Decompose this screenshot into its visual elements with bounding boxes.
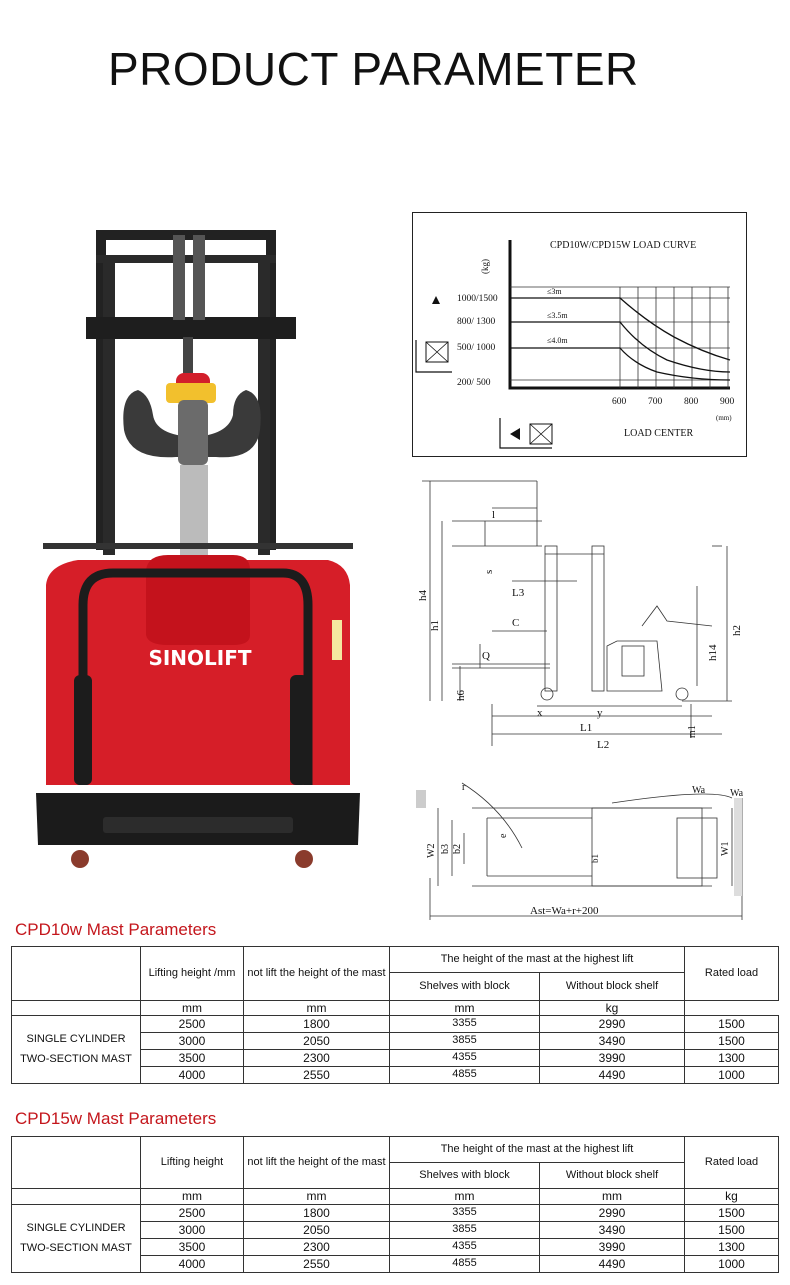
table-cell: 2050 bbox=[244, 1033, 390, 1050]
table-cell: 3000 bbox=[141, 1222, 244, 1239]
mast-type-line-2: TWO-SECTION MAST bbox=[20, 1052, 132, 1065]
dim-s: s bbox=[483, 569, 495, 574]
side-view-diagram bbox=[412, 476, 747, 766]
unit-blank bbox=[12, 1189, 141, 1205]
table-cell: 3000 bbox=[141, 1033, 244, 1050]
header-highest-lift: The height of the mast at the highest lift bbox=[390, 947, 685, 973]
table-cell: 1500 bbox=[685, 1016, 779, 1033]
cpd15w-table bbox=[11, 1136, 779, 1273]
table-cell: 1800 bbox=[244, 1205, 390, 1222]
x-label-700: 700 bbox=[648, 397, 663, 407]
unit-cell: mm bbox=[244, 1001, 390, 1016]
mast-type-cell bbox=[12, 1205, 141, 1273]
dim-l1: L1 bbox=[580, 722, 593, 734]
stacker-photo bbox=[28, 225, 378, 875]
page-title: PRODUCT PARAMETER bbox=[108, 43, 639, 95]
unit-cell: kg bbox=[685, 1189, 779, 1205]
dim-l3: L3 bbox=[512, 587, 525, 599]
dim-r: r bbox=[462, 782, 466, 793]
dim-wa-2: Wa bbox=[730, 788, 744, 799]
table-cell: 4855 bbox=[390, 1067, 540, 1084]
table-cell: 2550 bbox=[244, 1067, 390, 1084]
header-highest-lift: The height of the mast at the highest lift bbox=[390, 1137, 685, 1163]
unit-blank bbox=[12, 1001, 141, 1016]
table-cell: 1500 bbox=[685, 1033, 779, 1050]
table-cell: 4490 bbox=[540, 1067, 685, 1084]
table-2-title: CPD15w Mast Parameters bbox=[15, 1109, 217, 1128]
table-cell: 4855 bbox=[390, 1256, 540, 1273]
table-cell: 3990 bbox=[540, 1239, 685, 1256]
unit-cell: mm bbox=[141, 1189, 244, 1205]
kg-unit-label: (kg) bbox=[480, 259, 490, 274]
unit-cell: mm bbox=[390, 1189, 540, 1205]
table-cell: 2300 bbox=[244, 1239, 390, 1256]
table-cell: 2500 bbox=[141, 1016, 244, 1033]
table-cell: 3990 bbox=[540, 1050, 685, 1067]
dim-w2: W2 bbox=[426, 843, 437, 858]
table-cell: 3500 bbox=[141, 1050, 244, 1067]
header-shelves-with-block: Shelves with block bbox=[390, 973, 540, 1001]
table-cell: 2990 bbox=[540, 1016, 685, 1033]
table-cell: 1800 bbox=[244, 1016, 390, 1033]
dim-h14: h14 bbox=[707, 644, 719, 661]
top-view-diagram bbox=[412, 778, 747, 923]
table-cell: 2300 bbox=[244, 1050, 390, 1067]
table-cell: 4490 bbox=[540, 1256, 685, 1273]
y-label-4: 200/ 500 bbox=[457, 378, 491, 388]
table-cell: 1000 bbox=[685, 1067, 779, 1084]
table-cell: 1500 bbox=[685, 1205, 779, 1222]
dim-h6: h6 bbox=[455, 690, 467, 701]
load-curve-title: CPD10W/CPD15W LOAD CURVE bbox=[550, 240, 697, 251]
mast-type-line-1: SINGLE CYLINDER bbox=[26, 1221, 126, 1234]
table-cell: 1300 bbox=[685, 1050, 779, 1067]
dim-l2: L2 bbox=[597, 739, 610, 751]
header-blank bbox=[12, 947, 141, 1001]
table-cell: 3500 bbox=[141, 1239, 244, 1256]
header-rated-load: Rated load bbox=[685, 1137, 779, 1189]
header-not-lift: not lift the height of the mast bbox=[244, 947, 390, 1001]
mast-type-line-2: TWO-SECTION MAST bbox=[20, 1241, 132, 1254]
table-cell: 3855 bbox=[390, 1222, 540, 1239]
table-cell: 1300 bbox=[685, 1239, 779, 1256]
table-cell: 3355 bbox=[390, 1016, 540, 1033]
y-label-2: 800/ 1300 bbox=[457, 317, 496, 327]
dim-wa-1: Wa bbox=[692, 785, 706, 796]
header-blank bbox=[12, 1137, 141, 1189]
y-label-3: 500/ 1000 bbox=[457, 343, 496, 353]
table-cell: 2050 bbox=[244, 1222, 390, 1239]
table-cell: 4355 bbox=[390, 1050, 540, 1067]
mast-type-cell bbox=[12, 1016, 141, 1084]
header-rated-load: Rated load bbox=[685, 947, 779, 1001]
table-cell: 4000 bbox=[141, 1067, 244, 1084]
unit-cell: kg bbox=[540, 1001, 685, 1016]
unit-cell: mm bbox=[540, 1189, 685, 1205]
load-curve-diagram bbox=[412, 212, 747, 457]
header-without-block: Without block shelf bbox=[540, 973, 685, 1001]
table-cell: 1000 bbox=[685, 1256, 779, 1273]
table-1-title: CPD10w Mast Parameters bbox=[15, 920, 217, 939]
table-cell: 4355 bbox=[390, 1239, 540, 1256]
mast-type-line-1: SINGLE CYLINDER bbox=[26, 1032, 126, 1045]
dim-w1: W1 bbox=[720, 841, 731, 856]
height-label-3: ≤4.0m bbox=[547, 336, 568, 345]
unit-cell: mm bbox=[141, 1001, 244, 1016]
x-label-800: 800 bbox=[684, 397, 699, 407]
dim-l: l bbox=[492, 509, 496, 521]
dim-q: Q bbox=[482, 650, 490, 662]
dim-h4: h4 bbox=[417, 590, 429, 601]
unit-cell: mm bbox=[244, 1189, 390, 1205]
table-cell: 3855 bbox=[390, 1033, 540, 1050]
x-axis-title: LOAD CENTER bbox=[624, 428, 694, 439]
dim-b3: b3 bbox=[440, 844, 451, 854]
dim-b1: b1 bbox=[590, 854, 600, 863]
dim-b2: b2 bbox=[452, 844, 463, 854]
unit-cell: mm bbox=[390, 1001, 540, 1016]
table-cell: 4000 bbox=[141, 1256, 244, 1273]
table-cell: 2500 bbox=[141, 1205, 244, 1222]
height-label-1: ≤3m bbox=[547, 287, 562, 296]
header-not-lift: not lift the height of the mast bbox=[244, 1137, 390, 1189]
dim-y: y bbox=[597, 707, 603, 719]
x-label-900: 900 bbox=[720, 397, 735, 407]
header-lifting-height: Lifting height bbox=[141, 1137, 244, 1189]
header-shelves-with-block: Shelves with block bbox=[390, 1163, 540, 1189]
header-without-block: Without block shelf bbox=[540, 1163, 685, 1189]
table-cell: 3490 bbox=[540, 1033, 685, 1050]
y-label-1: 1000/1500 bbox=[457, 294, 498, 304]
table-cell: 1500 bbox=[685, 1222, 779, 1239]
height-label-2: ≤3.5m bbox=[547, 311, 568, 320]
x-label-600: 600 bbox=[612, 397, 627, 407]
table-cell: 3355 bbox=[390, 1205, 540, 1222]
table-cell: 2990 bbox=[540, 1205, 685, 1222]
dim-x: x bbox=[537, 707, 543, 719]
x-unit-label: (mm) bbox=[716, 414, 732, 422]
brand-logo: SINOLIFT bbox=[148, 646, 252, 670]
dim-e: e bbox=[498, 833, 509, 838]
table-cell: 2550 bbox=[244, 1256, 390, 1273]
dim-h2: h2 bbox=[731, 625, 743, 636]
dim-h1: h1 bbox=[429, 620, 441, 631]
cpd10w-table bbox=[11, 946, 779, 1084]
table-cell: 3490 bbox=[540, 1222, 685, 1239]
header-lifting-height: Lifting height /mm bbox=[141, 947, 244, 1001]
dim-c: C bbox=[512, 617, 520, 629]
dim-ast: Ast=Wa+r+200 bbox=[530, 905, 599, 917]
dim-m1: m1 bbox=[687, 725, 698, 738]
